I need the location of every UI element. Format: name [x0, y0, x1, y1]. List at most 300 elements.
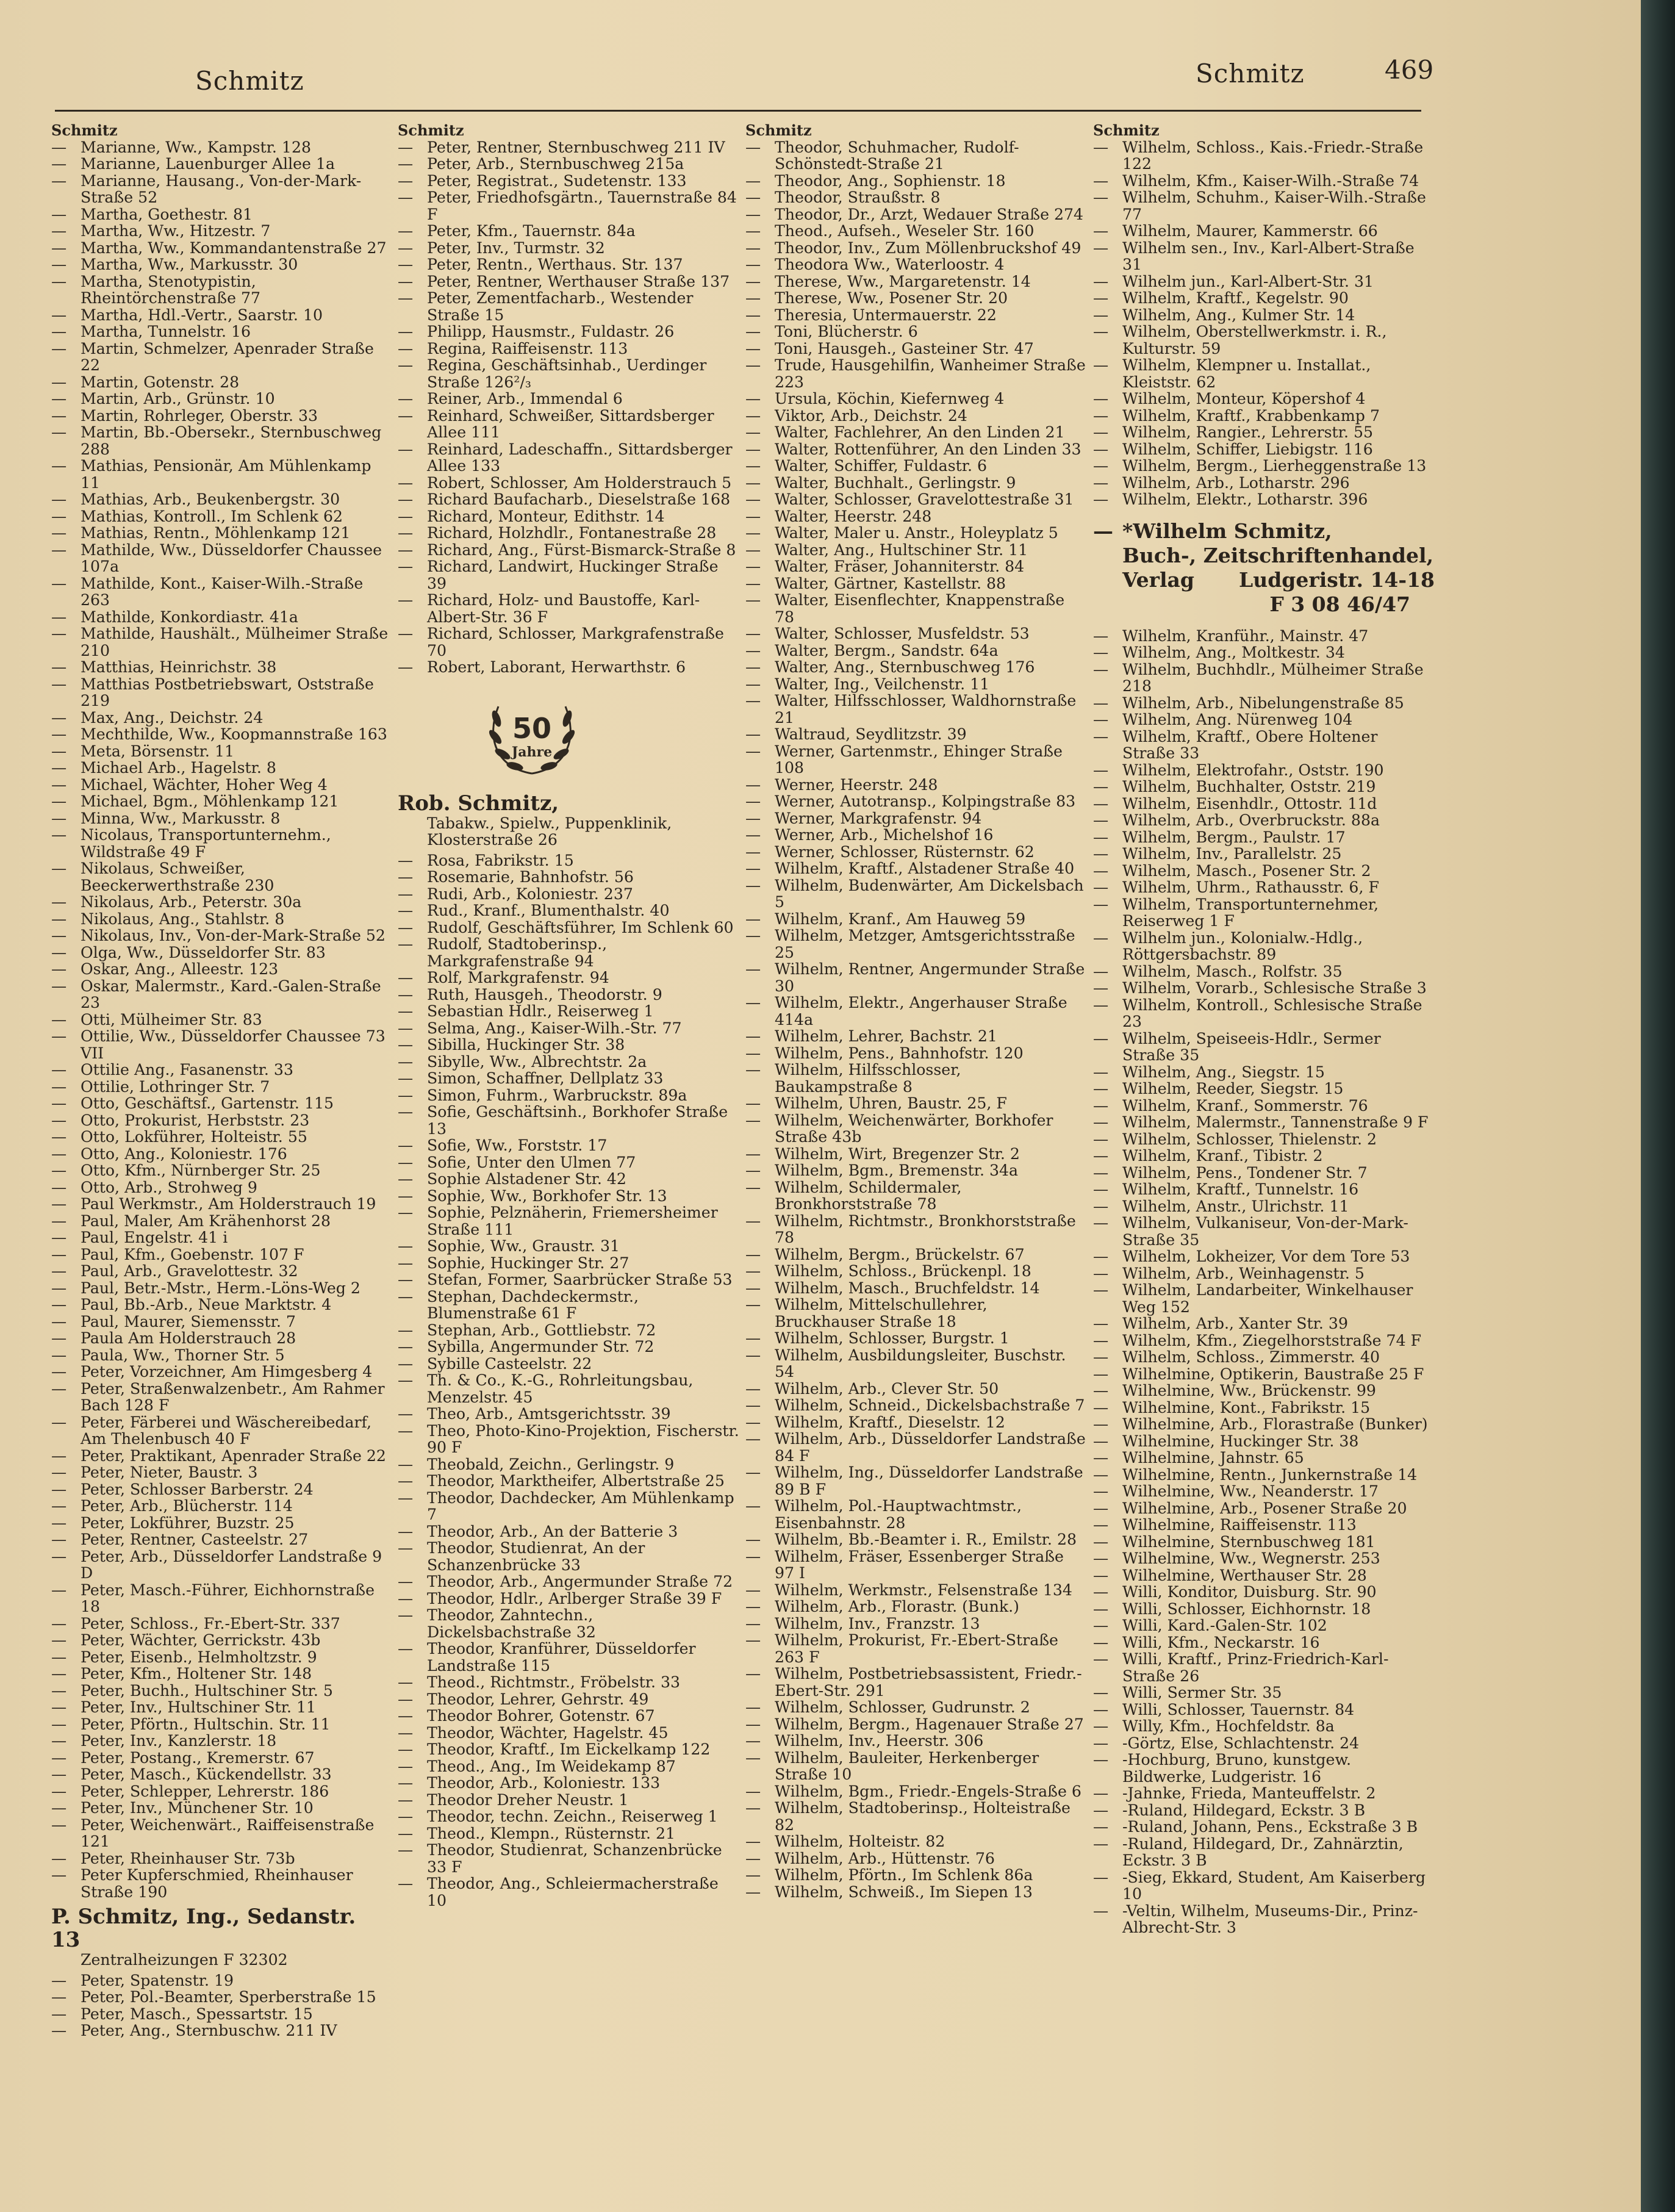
- entry-dash: —: [745, 1849, 761, 1867]
- directory-entry: [51, 709, 390, 727]
- entry-text: Wilhelm, Budenwärter, Am Dickelsbach 5: [775, 876, 1084, 911]
- entry-text: Theodor, Inv., Zum Möllenbruckshof 49: [775, 239, 1081, 257]
- entry-text: Regina, Raiffeisenstr. 113: [427, 339, 628, 357]
- directory-entry: [1093, 1265, 1435, 1282]
- entry-text: Wilhelm, Schloss., Zimmerstr. 40: [1122, 1348, 1380, 1366]
- entry-text: Martin, Bb.-Obersekr., Sternbuschweg 288: [81, 423, 382, 458]
- entry-dash: —: [51, 205, 67, 223]
- directory-entry: [398, 173, 739, 190]
- directory-entry: [745, 1028, 1087, 1045]
- entry-dash: —: [398, 1187, 414, 1205]
- entry-text: Wilhelm, Pförtn., Im Schlenk 86a: [775, 1866, 1033, 1884]
- directory-entry: [398, 1842, 739, 1875]
- entry-text: Peter, Ang., Sternbuschw. 211 IV: [81, 2022, 337, 2039]
- entry-text: Peter, Postang., Kremerstr. 67: [81, 1748, 315, 1767]
- entry-text: Wilhelm, Elektr., Angerhauser Straße 414a: [775, 994, 1067, 1029]
- directory-entry: [1093, 1467, 1435, 1484]
- directory-entry: [1093, 173, 1435, 190]
- directory-entry: [1093, 1500, 1435, 1517]
- directory-entry: [398, 1808, 739, 1825]
- directory-entry: [51, 240, 390, 257]
- entry-text: Theodor, Zahntechn., Dickelsbachstraße 32: [427, 1606, 596, 1641]
- entry-text: Max, Ang., Deichstr. 24: [81, 708, 264, 727]
- directory-entry: [1093, 1449, 1435, 1467]
- entry-text: Richard, Landwirt, Huckinger Straße 39: [427, 558, 719, 592]
- directory-entry: [398, 1590, 739, 1607]
- directory-entry: [745, 1330, 1087, 1347]
- entry-text: Wilhelm, Uhren, Baustr. 25, F: [775, 1094, 1007, 1112]
- entry-text: Wilhelm, Postbetriebsassistent, Friedr.-Ebert-Str. 291: [775, 1665, 1082, 1700]
- entry-text: Walter, Buchhalt., Gerlingstr. 9: [775, 473, 1016, 492]
- entry-dash: —: [51, 725, 67, 743]
- directory-entry: [51, 1649, 390, 1666]
- entry-dash: —: [745, 306, 761, 324]
- entry-text: Mathilde, Ww., Düsseldorfer Chaussee 107a: [81, 540, 382, 575]
- header-rule: [55, 110, 1421, 112]
- entry-text: -Ruland, Hildegard, Dr., Zahnärztin, Eckstr. 3 B: [1122, 1834, 1404, 1869]
- entry-dash: —: [1093, 138, 1109, 156]
- entry-text: Wilhelm, Uhrm., Rathausstr. 6, F: [1122, 878, 1379, 896]
- entry-text: Wilhelm, Kraftf., Kegelstr. 90: [1122, 289, 1349, 307]
- entry-dash: —: [745, 842, 761, 861]
- directory-entry: [1093, 1584, 1435, 1601]
- entry-dash: —: [1093, 1113, 1109, 1131]
- directory-entry: [398, 156, 739, 173]
- entry-text: Sibylle, Ww., Albrechtstr. 2a: [427, 1052, 647, 1071]
- directory-entry: [398, 475, 739, 492]
- badge-number: 50: [512, 711, 552, 745]
- entry-text: Stephan, Dachdeckermstr., Blumenstraße 61 F: [427, 1287, 639, 1322]
- entry-text: Rudolf, Stadtoberinsp., Markgrafenstraße 94: [427, 935, 608, 970]
- entry-text: Willi, Schlosser, Tauernstr. 84: [1122, 1700, 1355, 1718]
- entry-text: Wilhelmine, Werthauser Str. 28: [1122, 1566, 1367, 1584]
- entry-text: Paul, Kfm., Goebenstr. 107 F: [81, 1245, 304, 1263]
- firm-advert-business: Buch-, Zeitschriftenhandel,: [1122, 543, 1433, 567]
- entry-dash: —: [398, 1488, 414, 1507]
- entry-text: Peter, Rentner, Casteelstr. 27: [81, 1531, 309, 1548]
- entry-text: Otto, Arb., Strohweg 9: [81, 1178, 257, 1196]
- entry-text: Martin, Gotenstr. 28: [81, 373, 240, 391]
- entry-dash: —: [51, 675, 67, 693]
- entry-text: Walter, Schlosser, Musfeldstr. 53: [775, 625, 1030, 642]
- directory-entry: [1093, 1349, 1435, 1366]
- entry-text: Wilhelmine, Jahnstr. 65: [1122, 1449, 1304, 1467]
- entry-dash: —: [745, 1782, 761, 1800]
- entry-dash: —: [745, 1598, 761, 1615]
- directory-entry: [51, 374, 390, 391]
- entry-text: Matthias, Heinrichstr. 38: [81, 658, 277, 676]
- entry-dash: —: [398, 239, 414, 257]
- firm-advert-name-text: *Wilhelm Schmitz,: [1122, 519, 1332, 543]
- directory-entry: [745, 1414, 1087, 1431]
- entry-dash: —: [398, 440, 414, 458]
- entry-dash: —: [51, 943, 67, 961]
- entry-text: Martha, Ww., Kommandantenstraße 27: [81, 239, 387, 257]
- entry-text: Wilhelm, Bgm., Friedr.-Engels-Straße 6: [775, 1782, 1081, 1800]
- entry-dash: —: [51, 1765, 67, 1783]
- directory-entry: [745, 1381, 1087, 1398]
- directory-entry: [1093, 458, 1435, 475]
- entry-dash: —: [1093, 1901, 1109, 1920]
- directory-entry: [51, 256, 390, 273]
- directory-entry: [51, 1498, 390, 1515]
- entry-text: Theodor, Dachdecker, Am Mühlenkamp 7: [427, 1488, 734, 1523]
- entry-text: Wilhelm, Schneid., Dickelsbachstraße 7: [775, 1396, 1085, 1414]
- entry-dash: —: [1093, 1650, 1109, 1668]
- entry-dash: —: [745, 1732, 761, 1750]
- directory-entry: [398, 408, 739, 441]
- directory-entry: [745, 508, 1087, 525]
- entry-dash: —: [51, 1312, 67, 1330]
- entry-text: Wilhelm, Arb., Lotharstr. 296: [1122, 473, 1350, 492]
- directory-entry: [745, 206, 1087, 223]
- entry-text: Wilhelm, Bergm., Paulstr. 17: [1122, 828, 1346, 846]
- entry-dash: —: [1093, 1281, 1109, 1299]
- directory-entry: [1093, 475, 1435, 492]
- entry-dash: —: [1093, 1365, 1109, 1383]
- entry-dash: —: [398, 1522, 414, 1540]
- directory-entry: [398, 592, 739, 625]
- directory-entry: [51, 1196, 390, 1213]
- entry-dash: —: [51, 1681, 67, 1700]
- entry-text: Walter, Schlosser, Gravelottestraße 31: [775, 490, 1074, 508]
- entry-dash: —: [745, 440, 761, 458]
- entry-dash: —: [51, 540, 67, 559]
- directory-entry: [1093, 795, 1435, 813]
- directory-entry: [51, 1129, 390, 1146]
- directory-entry: [51, 1481, 390, 1498]
- directory-entry: [398, 223, 739, 240]
- entry-dash: —: [398, 1573, 414, 1590]
- entry-dash: —: [1093, 1197, 1109, 1215]
- directory-entry: [745, 458, 1087, 475]
- entry-text: Wilhelm, Arb., Weinhagenstr. 5: [1122, 1264, 1365, 1282]
- entry-text: Paul, Arb., Gravelottestr. 32: [81, 1262, 298, 1280]
- directory-entry: [398, 273, 739, 290]
- entry-dash: —: [745, 1144, 761, 1163]
- entry-dash: —: [398, 851, 414, 869]
- entry-dash: —: [1093, 694, 1109, 712]
- entry-text: Walter, Hilfsschlosser, Waldhornstraße 21: [775, 692, 1077, 727]
- entry-dash: —: [1093, 1331, 1109, 1349]
- entry-text: Wilhelm, Ang., Siegstr. 15: [1122, 1063, 1325, 1081]
- directory-entry: [745, 173, 1087, 190]
- entry-text: Richard Baufacharb., Dieselstraße 168: [427, 490, 731, 508]
- directory-entry: [51, 1363, 390, 1381]
- entry-text: Sophie, Ww., Graustr. 31: [427, 1237, 620, 1255]
- entry-dash: —: [745, 222, 761, 240]
- entry-dash: —: [51, 860, 67, 877]
- entry-text: Richard, Schlosser, Markgrafenstraße 70: [427, 625, 724, 659]
- entry-text: Wilhelm, Schloss., Brückenpl. 18: [775, 1262, 1031, 1280]
- entry-dash: —: [51, 138, 67, 156]
- entry-text: Wilhelm, Transportunternehmer, Reiserweg 1 F: [1122, 895, 1379, 930]
- entry-dash: —: [1093, 1717, 1109, 1735]
- entry-text: Wilhelm, Buchhdlr., Mülheimer Straße 218: [1122, 660, 1424, 695]
- entry-dash: —: [51, 1363, 67, 1381]
- directory-entry: [398, 1338, 739, 1356]
- directory-entry: [1093, 189, 1435, 223]
- entry-text: Theod., Richtmstr., Fröbelstr. 33: [427, 1673, 681, 1691]
- entry-text: Paula Am Holderstrauch 28: [81, 1329, 296, 1347]
- entry-text: Paul, Bb.-Arb., Neue Marktstr. 4: [81, 1296, 332, 1313]
- entry-dash: —: [745, 910, 761, 928]
- directory-entry: [398, 1154, 739, 1171]
- entry-dash: —: [51, 1094, 67, 1112]
- entry-dash: —: [51, 1463, 67, 1481]
- entry-text: Peter, Buchh., Hultschiner Str. 5: [81, 1681, 333, 1700]
- entry-text: Toni, Hausgeh., Gasteiner Str. 47: [775, 339, 1034, 357]
- entry-dash: —: [398, 1338, 414, 1356]
- entry-text: Wilhelm, Kraftf., Obere Holtener Straße 33: [1122, 727, 1378, 762]
- entry-dash: —: [51, 457, 67, 475]
- directory-entry: [398, 1036, 739, 1054]
- entry-dash: —: [1093, 979, 1109, 997]
- directory-entry: [745, 1146, 1087, 1163]
- entry-dash: —: [745, 1111, 761, 1129]
- directory-entry: [745, 1582, 1087, 1599]
- entry-text: Oskar, Malermstr., Kard.-Galen-Straße 23: [81, 977, 381, 1011]
- directory-entry: [51, 1313, 390, 1330]
- entry-dash: —: [745, 1262, 761, 1280]
- entry-text: Werner, Arb., Michelshof 16: [775, 826, 994, 844]
- directory-entry: [745, 1615, 1087, 1632]
- entry-dash: —: [398, 1757, 414, 1775]
- entry-text: Walter, Fräser, Johanniterstr. 84: [775, 558, 1025, 575]
- entry-dash: —: [745, 1379, 761, 1398]
- entry-text: Theodor, Studienrat, An der Schanzenbrücke 33: [427, 1539, 645, 1574]
- directory-entry: [51, 2022, 390, 2039]
- entry-text: Wilhelmine, Arb., Posener Straße 20: [1122, 1499, 1407, 1517]
- entry-dash: —: [398, 1354, 414, 1373]
- directory-entry: [398, 659, 739, 676]
- entry-text: Wilhelmine, Ww., Neanderstr. 17: [1122, 1482, 1379, 1500]
- entry-dash: —: [51, 1665, 67, 1682]
- directory-entry: [398, 441, 739, 475]
- directory-entry: [1093, 1165, 1435, 1182]
- entry-dash: —: [1093, 1566, 1109, 1584]
- directory-entry: [1093, 307, 1435, 324]
- entry-text: Wilhelm, Arb., Xanter Str. 39: [1122, 1315, 1348, 1332]
- entry-dash: —: [1093, 1868, 1109, 1886]
- directory-entry: [745, 1783, 1087, 1800]
- entry-dash: —: [398, 918, 414, 936]
- entry-text: Peter, Weichenwärt., Raiffeisenstraße 121: [81, 1815, 375, 1850]
- entry-text: Walter, Maler u. Anstr., Holeyplatz 5: [775, 524, 1058, 542]
- directory-entry: [398, 323, 739, 340]
- directory-entry: [745, 860, 1087, 877]
- entry-text: -Ruland, Johann, Pens., Eckstraße 3 B: [1122, 1818, 1418, 1836]
- entry-dash: —: [51, 306, 67, 324]
- directory-entry: [51, 223, 390, 240]
- directory-entry: [51, 1162, 390, 1179]
- column-head: Schmitz: [51, 122, 118, 139]
- entry-text: Paul, Maler, Am Krähenhorst 28: [81, 1212, 331, 1230]
- directory-entry: [51, 508, 390, 525]
- directory-entry: [745, 1750, 1087, 1783]
- entry-text: Wilhelm, Pol.-Hauptwachtmstr., Eisenbahnstr. 28: [775, 1497, 1022, 1532]
- directory-entry: [745, 1112, 1087, 1146]
- entry-dash: —: [398, 1237, 414, 1255]
- directory-entry: [745, 676, 1087, 693]
- entry-dash: —: [51, 524, 67, 542]
- entry-dash: —: [745, 205, 761, 223]
- entry-text: Mathias, Kontroll., Im Schlenk 62: [81, 507, 343, 525]
- entry-text: Mathilde, Konkordiastr. 41a: [81, 608, 298, 626]
- entry-text: Peter, Friedhofsgärtn., Tauernstraße 84 F: [427, 189, 737, 223]
- entry-dash: —: [745, 1748, 761, 1767]
- entry-text: Walter, Gärtner, Kastellstr. 88: [775, 574, 1006, 592]
- entry-text: Walter, Bergm., Sandstr. 64a: [775, 641, 999, 659]
- entry-dash: —: [1093, 423, 1109, 441]
- entry-dash: —: [745, 876, 761, 894]
- entry-dash: —: [745, 1463, 761, 1481]
- entry-text: Minna, Ww., Markusstr. 8: [81, 809, 281, 827]
- entry-dash: —: [51, 1497, 67, 1515]
- entry-dash: —: [398, 189, 414, 206]
- directory-entry: [51, 1733, 390, 1750]
- entry-text: Wilhelm, Schlosser, Gudrunstr. 2: [775, 1698, 1030, 1716]
- entry-text: Wilhelm, Bauleiter, Herkenberger Straße 10: [775, 1748, 1039, 1783]
- entry-text: Wilhelm, Ing., Düsseldorfer Landstraße 89 B F: [775, 1463, 1083, 1498]
- directory-entry: [745, 1632, 1087, 1665]
- entry-text: -Sieg, Ekkard, Student, Am Kaiserberg 10: [1122, 1868, 1426, 1903]
- directory-entry: [745, 256, 1087, 273]
- entry-text: Regina, Geschäftsinhab., Uerdinger Straße 126²/₃: [427, 356, 707, 391]
- entry-text: Michael, Bgm., Möhlenkamp 121: [81, 792, 339, 810]
- entry-dash: —: [745, 1212, 761, 1230]
- directory-entry: [51, 1800, 390, 1817]
- entry-text: Wilhelm, Kraftf., Krabbenkamp 7: [1122, 406, 1380, 425]
- entry-dash: —: [1093, 1264, 1109, 1282]
- entry-dash: —: [1093, 1617, 1109, 1634]
- entry-text: Peter, Kfm., Holtener Str. 148: [81, 1665, 312, 1682]
- directory-entry: [398, 1171, 739, 1188]
- entry-dash: —: [51, 1480, 67, 1498]
- entry-text: Otto, Kfm., Nürnberger Str. 25: [81, 1162, 321, 1179]
- entry-dash: —: [51, 1799, 67, 1817]
- entry-dash: —: [51, 323, 67, 340]
- entry-text: Wilhelm, Kraftf., Alstadener Straße 40: [775, 860, 1075, 877]
- entry-dash: —: [1093, 473, 1109, 492]
- entry-text: Reiner, Arb., Immendal 6: [427, 390, 623, 408]
- directory-entry: [51, 1280, 390, 1297]
- directory-entry: [398, 1640, 739, 1674]
- entry-text: Wilhelm, Inv., Franzstr. 13: [775, 1614, 980, 1632]
- page-number: 469: [1385, 55, 1434, 85]
- directory-entry: [1093, 1030, 1435, 1064]
- entry-text: Wilhelm, Schuhm., Kaiser-Wilh.-Straße 77: [1122, 189, 1426, 223]
- entry-dash: —: [745, 1799, 761, 1817]
- directory-entry: [1093, 441, 1435, 458]
- directory-entry: [398, 1204, 739, 1238]
- entry-dash: —: [51, 1178, 67, 1196]
- entry-text: Wilhelm, Ang., Kulmer Str. 14: [1122, 306, 1355, 324]
- directory-entry: [1093, 628, 1435, 645]
- entry-dash: —: [1093, 390, 1109, 408]
- entry-dash: —: [398, 1405, 414, 1423]
- entry-dash: —: [745, 1413, 761, 1431]
- directory-entry: [51, 1146, 390, 1163]
- entry-dash: —: [398, 1271, 414, 1288]
- directory-entry: [51, 156, 390, 173]
- directory-entry: [1093, 1114, 1435, 1131]
- directory-entry: [51, 173, 390, 206]
- directory-entry: [1093, 1483, 1435, 1500]
- entry-dash: —: [398, 1690, 414, 1708]
- entry-dash: —: [51, 373, 67, 391]
- entry-dash: —: [745, 1547, 761, 1565]
- entry-dash: —: [398, 1707, 414, 1725]
- entry-dash: —: [398, 524, 414, 542]
- directory-entry: [398, 1054, 739, 1071]
- entry-dash: —: [51, 1279, 67, 1297]
- entry-text: Theodor, Marktheifer, Albertstraße 25: [427, 1472, 725, 1490]
- directory-entry: [398, 508, 739, 525]
- entry-dash: —: [745, 826, 761, 844]
- entry-text: Peter, Spatenstr. 19: [81, 1971, 234, 1989]
- directory-entry: [1093, 1869, 1435, 1903]
- entry-dash: —: [1093, 644, 1109, 661]
- entry-text: Rosemarie, Bahnhofstr. 56: [427, 868, 634, 886]
- entry-dash: —: [51, 256, 67, 273]
- entry-text: Mathias, Arb., Beukenbergstr. 30: [81, 490, 340, 508]
- anniversary-badge: [471, 682, 593, 786]
- column-head: Schmitz: [745, 122, 812, 139]
- firm-detail: Tabakw., Spielw., Puppenklinik, Klosterstraße 26: [427, 814, 672, 849]
- directory-entry: [398, 1288, 739, 1322]
- directory-entry: [51, 1972, 390, 1989]
- directory-entry: [1093, 1684, 1435, 1701]
- directory-entry: [745, 911, 1087, 928]
- entry-dash: —: [1093, 1784, 1109, 1802]
- entry-text: Wilhelm, Kfm., Ziegelhorststraße 74 F: [1122, 1331, 1422, 1349]
- entry-dash: —: [745, 138, 761, 156]
- directory-entry: [51, 911, 390, 928]
- entry-list: [745, 139, 1087, 1901]
- entry-dash: —: [398, 1103, 414, 1121]
- directory-entry: [398, 969, 739, 986]
- entry-dash: —: [51, 1514, 67, 1532]
- entry-dash: —: [398, 1137, 414, 1154]
- entry-text: Wilhelm, Maurer, Kammerstr. 66: [1122, 222, 1378, 240]
- directory-entry: [745, 1213, 1087, 1246]
- entry-dash: —: [1093, 189, 1109, 206]
- directory-entry: [745, 1833, 1087, 1850]
- directory-entry: [745, 1061, 1087, 1095]
- directory-entry: [398, 1087, 739, 1104]
- entry-text: Wilhelm, Fräser, Essenberger Straße 97 I: [775, 1547, 1064, 1582]
- directory-entry: [398, 625, 739, 659]
- directory-entry: [51, 491, 390, 508]
- firm-advert-line: [1122, 568, 1435, 592]
- entry-dash: —: [51, 1732, 67, 1750]
- entry-dash: —: [745, 927, 761, 944]
- directory-entry: [745, 1884, 1087, 1901]
- entry-text: Mechthilde, Ww., Koopmannstraße 163: [81, 725, 387, 743]
- entry-dash: —: [51, 1128, 67, 1146]
- entry-text: Willi, Kfm., Neckarstr. 16: [1122, 1633, 1320, 1651]
- entry-text: Peter, Lokführer, Buzstr. 25: [81, 1514, 295, 1532]
- column-2: [398, 122, 739, 2202]
- entry-dash: —: [1093, 996, 1109, 1014]
- directory-entry: [398, 1356, 739, 1373]
- entry-text: Wilhelm, Reeder, Siegstr. 15: [1122, 1080, 1344, 1097]
- entry-dash: —: [51, 625, 67, 642]
- entry-text: Wilhelm, Arb., Nibelungenstraße 85: [1122, 694, 1404, 712]
- entry-text: Nikolaus, Schweißer, Beeckerwerthstraße 230: [81, 860, 274, 894]
- entry-text: Peter, Arb., Düsseldorfer Landstraße 9 D: [81, 1547, 382, 1582]
